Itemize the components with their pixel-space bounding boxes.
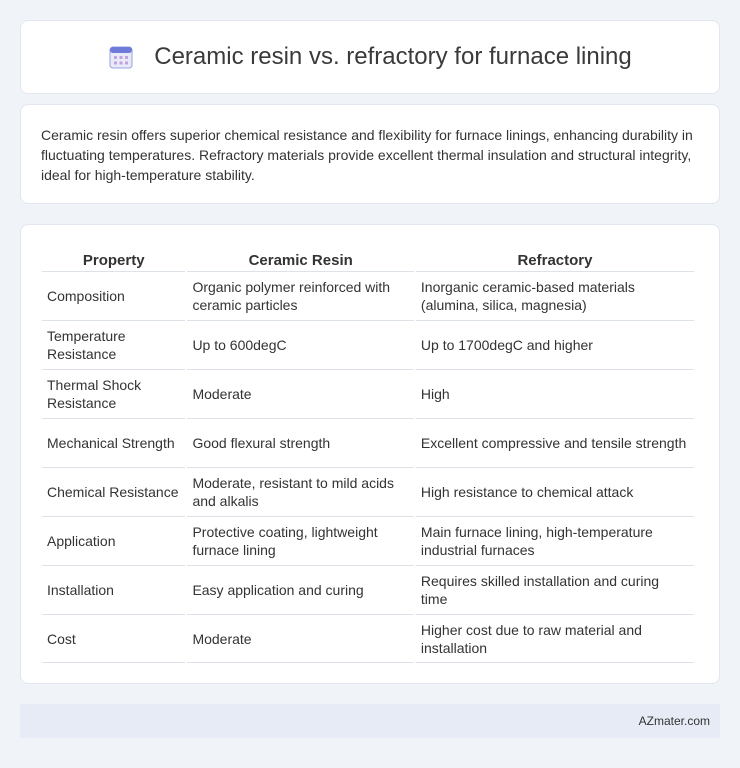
- table-cell: Temperature Resistance: [42, 320, 185, 369]
- table-row: [42, 320, 694, 369]
- table-cell: Excellent compressive and tensile strength: [416, 418, 694, 467]
- footer-brand: AZmater.com: [638, 714, 710, 728]
- table-cell: Chemical Resistance: [42, 467, 185, 516]
- calendar-icon: [108, 44, 134, 70]
- table-cell: Composition: [42, 271, 185, 320]
- table-cell: Up to 600degC: [187, 320, 413, 369]
- table-cell: Thermal Shock Resistance: [42, 369, 185, 418]
- column-header: Property: [82, 252, 145, 269]
- table-row: [42, 614, 694, 663]
- table-cell: Cost: [42, 614, 185, 663]
- table-row: [42, 467, 694, 516]
- table-row: [42, 271, 694, 320]
- table-header-row: [42, 243, 694, 271]
- title-card: [20, 20, 720, 94]
- table-cell: Moderate: [187, 614, 413, 663]
- table-cell: Organic polymer reinforced with ceramic particles: [187, 271, 413, 320]
- table-cell: Application: [42, 516, 185, 565]
- table-cell: High: [416, 369, 694, 418]
- table-row: [42, 516, 694, 565]
- column-header: Ceramic Resin: [248, 252, 353, 269]
- table-cell: Main furnace lining, high-temperature industrial furnaces: [416, 516, 694, 565]
- footer: [20, 704, 720, 738]
- summary-text: Ceramic resin offers superior chemical resistance and flexibility for furnace linings, enhancing durability in fluctuating temperatures. Refractory materials provide excellent thermal insulation and structural integrity, ideal for high-temperature stability.: [41, 127, 693, 183]
- table-cell: High resistance to chemical attack: [416, 467, 694, 516]
- table-cell: Installation: [42, 565, 185, 614]
- column-header: Refractory: [517, 252, 593, 269]
- table-cell: Good flexural strength: [187, 418, 413, 467]
- table-cell: Easy application and curing: [187, 565, 413, 614]
- table-row: [42, 369, 694, 418]
- comparison-table: [40, 243, 696, 663]
- table-row: [42, 565, 694, 614]
- table-cell: Higher cost due to raw material and installation: [416, 614, 694, 663]
- page-title: Ceramic resin vs. refractory for furnace lining: [154, 43, 632, 70]
- summary-card: [20, 104, 720, 204]
- table-cell: Inorganic ceramic-based materials (alumina, silica, magnesia): [416, 271, 694, 320]
- table-row: [42, 418, 694, 467]
- table-cell: Moderate, resistant to mild acids and alkalis: [187, 467, 413, 516]
- table-cell: Requires skilled installation and curing time: [416, 565, 694, 614]
- table-cell: Protective coating, lightweight furnace lining: [187, 516, 413, 565]
- table-card: [20, 224, 720, 684]
- table-cell: Moderate: [187, 369, 413, 418]
- table-cell: Mechanical Strength: [42, 418, 185, 467]
- table-cell: Up to 1700degC and higher: [416, 320, 694, 369]
